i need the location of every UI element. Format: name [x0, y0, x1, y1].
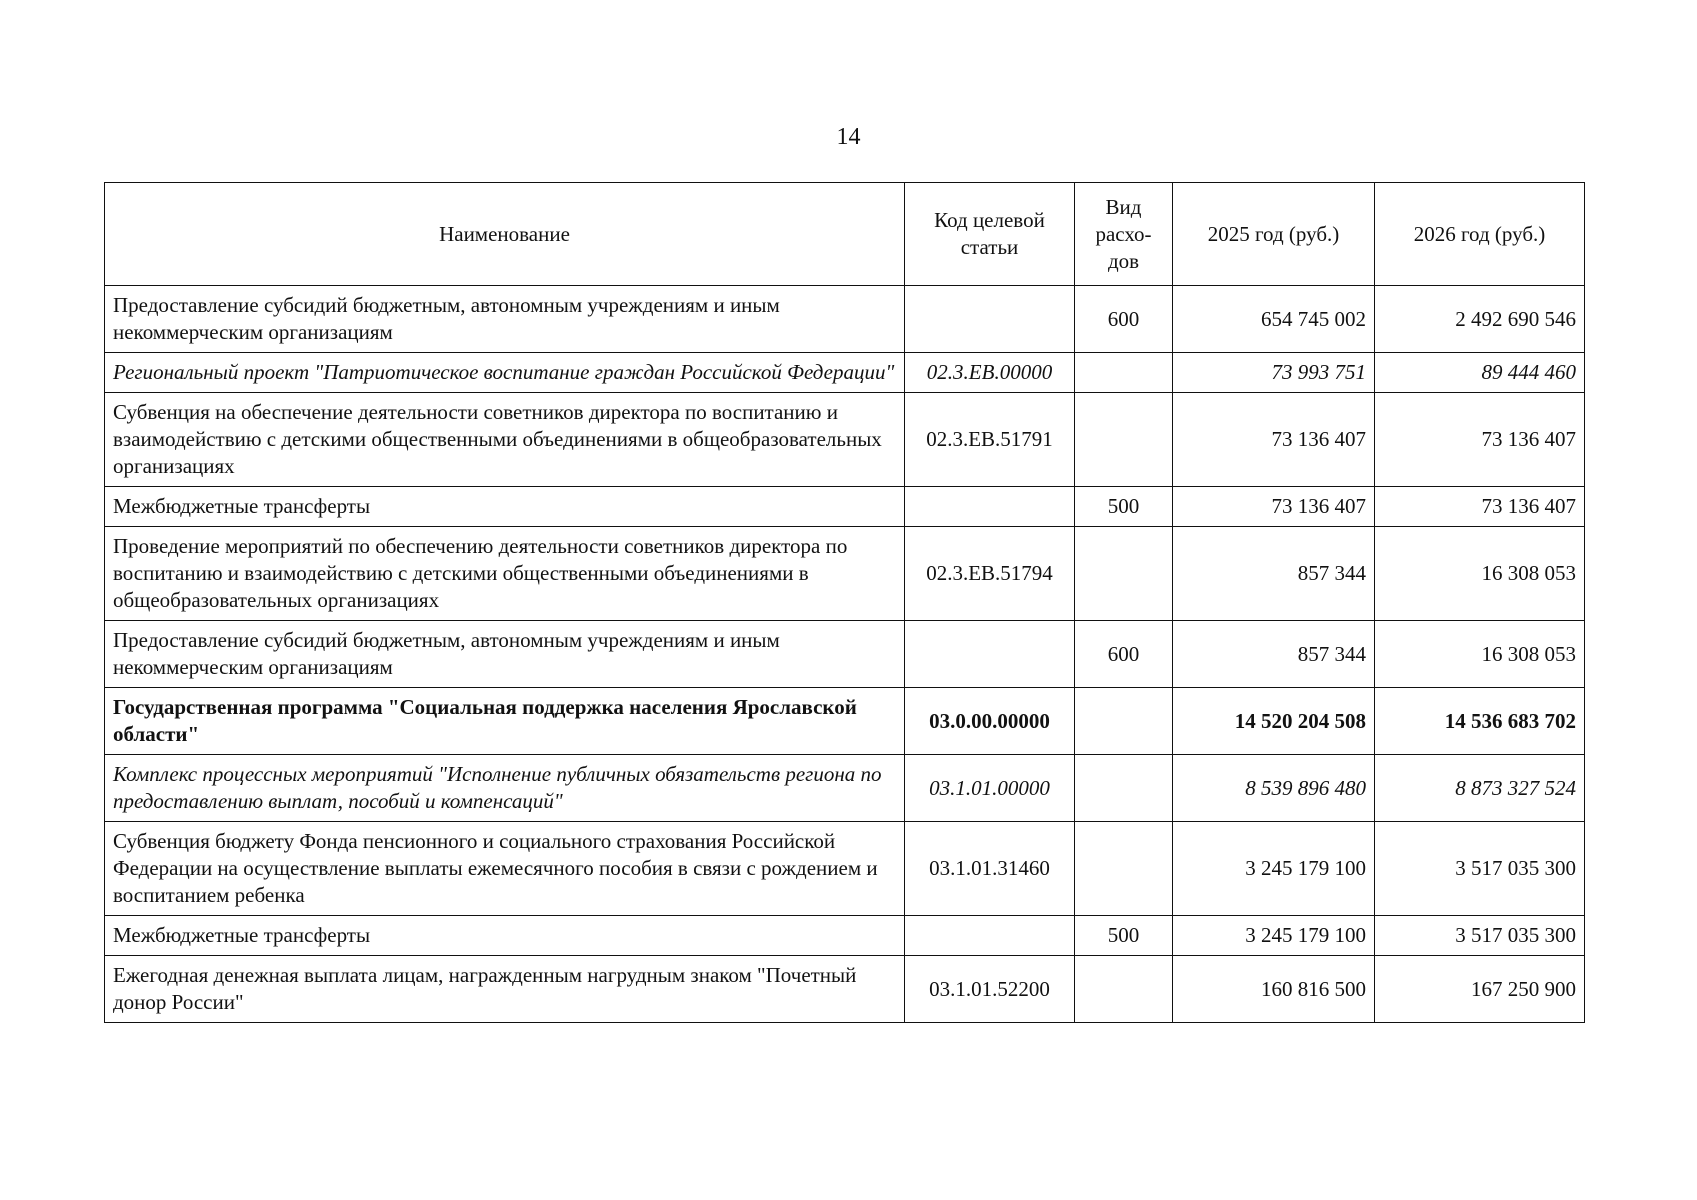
cell-2026: 167 250 900: [1375, 956, 1585, 1023]
table-row: [105, 527, 1585, 621]
cell-code: [905, 916, 1075, 956]
cell-code: 03.1.01.31460: [905, 822, 1075, 916]
cell-name: Проведение мероприятий по обеспечению деятельности советников директора по воспитанию и взаимодействию с детскими общественными объединениями в общеобразовательных организациях: [105, 527, 905, 621]
cell-code: 02.3.ЕВ.51794: [905, 527, 1075, 621]
cell-name: Государственная программа "Социальная поддержка населения Ярославской области": [105, 688, 905, 755]
cell-2025: 73 993 751: [1173, 353, 1375, 393]
cell-2026: 14 536 683 702: [1375, 688, 1585, 755]
cell-kind: 600: [1075, 286, 1173, 353]
cell-2025: 73 136 407: [1173, 393, 1375, 487]
cell-code: [905, 621, 1075, 688]
budget-table: [104, 182, 1585, 1023]
cell-2025: 3 245 179 100: [1173, 822, 1375, 916]
cell-name: Межбюджетные трансферты: [105, 487, 905, 527]
cell-2025: 8 539 896 480: [1173, 755, 1375, 822]
cell-2026: 73 136 407: [1375, 393, 1585, 487]
cell-name: Комплекс процессных мероприятий "Исполнение публичных обязательств региона по предоставлению выплат, пособий и компенсаций": [105, 755, 905, 822]
table-row: [105, 393, 1585, 487]
cell-name: Предоставление субсидий бюджетным, автономным учреждениям и иным некоммерческим организациям: [105, 286, 905, 353]
cell-2026: 3 517 035 300: [1375, 916, 1585, 956]
table-header-row: [105, 183, 1585, 286]
cell-2025: 654 745 002: [1173, 286, 1375, 353]
table-row: [105, 621, 1585, 688]
cell-kind: 500: [1075, 487, 1173, 527]
cell-name: Региональный проект "Патриотическое воспитание граждан Российской Федерации": [105, 353, 905, 393]
cell-kind: [1075, 822, 1173, 916]
table-row: [105, 822, 1585, 916]
cell-2026: 3 517 035 300: [1375, 822, 1585, 916]
cell-2026: 16 308 053: [1375, 621, 1585, 688]
page-number: 14: [836, 124, 861, 150]
cell-code: [905, 487, 1075, 527]
cell-name: Субвенция на обеспечение деятельности советников директора по воспитанию и взаимодействию с детскими общественными объединениями в общеобразовательных организациях: [105, 393, 905, 487]
table-row: [105, 487, 1585, 527]
cell-2025: 160 816 500: [1173, 956, 1375, 1023]
cell-2025: 857 344: [1173, 527, 1375, 621]
cell-2025: 73 136 407: [1173, 487, 1375, 527]
cell-2026: 73 136 407: [1375, 487, 1585, 527]
cell-code: [905, 286, 1075, 353]
table-row: [105, 688, 1585, 755]
cell-name: Предоставление субсидий бюджетным, автономным учреждениям и иным некоммерческим организациям: [105, 621, 905, 688]
cell-kind: [1075, 755, 1173, 822]
header-name: Наименование: [105, 183, 905, 286]
header-2026: 2026 год (руб.): [1375, 183, 1585, 286]
cell-2026: 16 308 053: [1375, 527, 1585, 621]
cell-2025: 14 520 204 508: [1173, 688, 1375, 755]
cell-kind: [1075, 956, 1173, 1023]
cell-code: 03.1.01.52200: [905, 956, 1075, 1023]
cell-name: Субвенция бюджету Фонда пенсионного и социального страхования Российской Федерации на осуществление выплаты ежемесячного пособия в связи с рождением и воспитанием ребенка: [105, 822, 905, 916]
cell-kind: [1075, 353, 1173, 393]
header-kind: Вид расхо-дов: [1075, 183, 1173, 286]
cell-code: 02.3.ЕВ.00000: [905, 353, 1075, 393]
table-row: [105, 916, 1585, 956]
table-row: [105, 286, 1585, 353]
cell-2025: 857 344: [1173, 621, 1375, 688]
header-code: Код целевой статьи: [905, 183, 1075, 286]
cell-code: 03.1.01.00000: [905, 755, 1075, 822]
cell-2025: 3 245 179 100: [1173, 916, 1375, 956]
table-row: [105, 755, 1585, 822]
cell-kind: [1075, 688, 1173, 755]
cell-code: 02.3.ЕВ.51791: [905, 393, 1075, 487]
cell-name: Межбюджетные трансферты: [105, 916, 905, 956]
cell-kind: [1075, 527, 1173, 621]
cell-name: Ежегодная денежная выплата лицам, награжденным нагрудным знаком "Почетный донор России": [105, 956, 905, 1023]
cell-kind: 500: [1075, 916, 1173, 956]
cell-2026: 2 492 690 546: [1375, 286, 1585, 353]
cell-kind: 600: [1075, 621, 1173, 688]
cell-code: 03.0.00.00000: [905, 688, 1075, 755]
cell-2026: 89 444 460: [1375, 353, 1585, 393]
cell-2026: 8 873 327 524: [1375, 755, 1585, 822]
header-2025: 2025 год (руб.): [1173, 183, 1375, 286]
table-row: [105, 353, 1585, 393]
table-row: [105, 956, 1585, 1023]
cell-kind: [1075, 393, 1173, 487]
